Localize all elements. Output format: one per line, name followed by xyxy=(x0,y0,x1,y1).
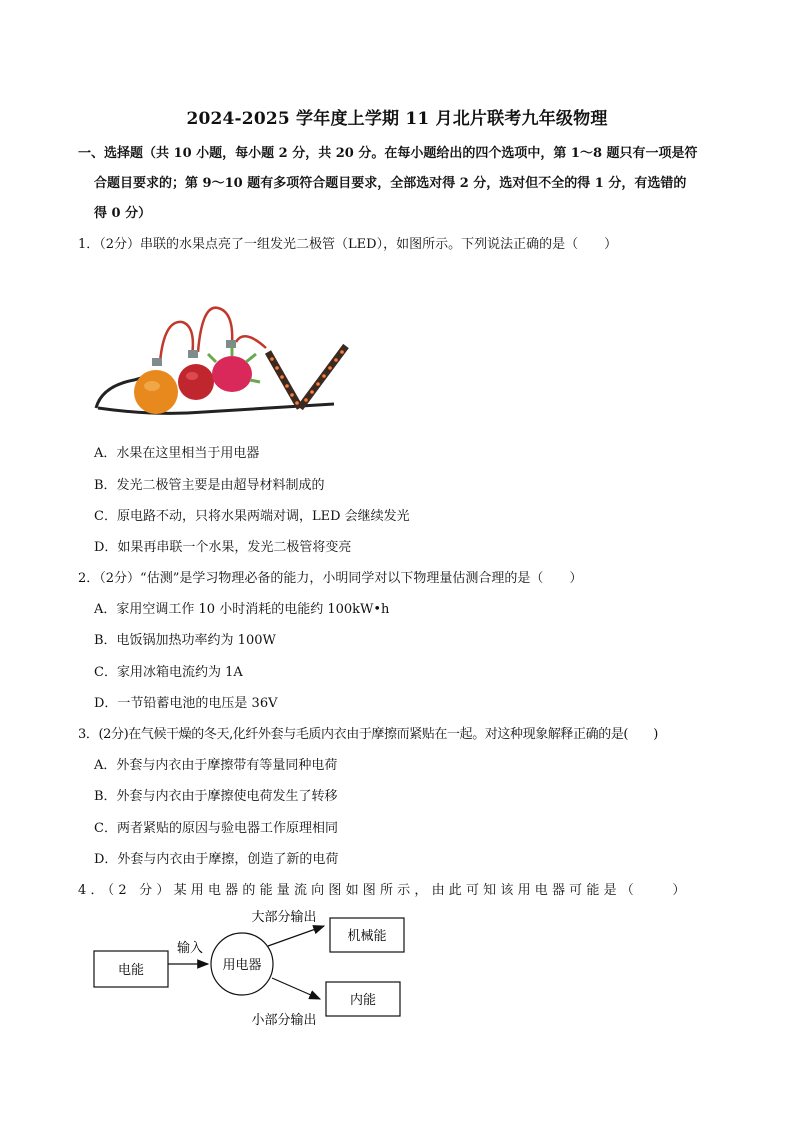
question-1-option-a: A．水果在这里相当于用电器 xyxy=(94,446,260,461)
orange-fruit xyxy=(134,370,178,414)
question-1-option-c: C．原电路不动，只将水果两端对调，LED 会继续发光 xyxy=(94,509,410,524)
fruit-battery-led-image xyxy=(94,300,356,422)
appliance-label: 用电器 xyxy=(222,958,262,973)
question-2-option-c: C．家用冰箱电流约为 1A xyxy=(94,665,243,680)
section-instructions-line2: 合题目要求的；第 9～10 题有多项符合题目要求，全部选对得 2 分，选对但不全的得 1 分，有选错的 xyxy=(94,176,687,191)
question-3-option-d: D．外套与内衣由于摩擦，创造了新的电荷 xyxy=(94,852,339,867)
question-2-stem: 2．（2分）“估测”是学习物理必备的能力，小明同学对以下物理量估测合理的是（ ） xyxy=(78,571,583,586)
input-label: 输入 xyxy=(176,941,204,956)
alligator-clip xyxy=(152,358,162,366)
red-wire-1 xyxy=(160,322,193,362)
major-output-label: 大部分输出 xyxy=(251,910,317,925)
mechanical-energy-label: 机械能 xyxy=(347,929,387,944)
red-wire-3 xyxy=(236,336,266,348)
alligator-clip xyxy=(188,350,198,358)
pomegranate-fruit xyxy=(178,364,214,400)
energy-flow-diagram xyxy=(0,900,794,1040)
question-4-stem: 4．（2 分）某用电器的能量流向图如图所示，由此可知该用电器可能是（ ） xyxy=(78,883,690,898)
question-1-stem: 1．（2分）串联的水果点亮了一组发光二极管（LED），如图所示。下列说法正确的是（ ） xyxy=(78,237,618,252)
question-3-option-c: C．两者紧贴的原因与验电器工作原理相同 xyxy=(94,821,338,836)
question-1-option-b: B．发光二极管主要是由超导材料制成的 xyxy=(94,478,325,493)
minor-output-label: 小部分输出 xyxy=(251,1013,317,1028)
question-2-option-d: D．一节铅蓄电池的电压是 36V xyxy=(94,696,278,711)
section-instructions-line3: 得 0 分） xyxy=(94,206,152,221)
question-3-option-b: B．外套与内衣由于摩擦使电荷发生了转移 xyxy=(94,789,338,804)
question-3-stem: 3．(2分)在气候干燥的冬天,化纤外套与毛质内衣由于摩擦而紧贴在一起。对这种现象解释正确的是( ) xyxy=(78,727,658,742)
question-3-option-a: A．外套与内衣由于摩擦带有等量同种电荷 xyxy=(94,758,338,773)
question-2-option-b: B．电饭锅加热功率约为 100W xyxy=(94,633,276,648)
page-title: 2024-2025 学年度上学期 11 月北片联考九年级物理 xyxy=(186,109,608,129)
electric-energy-label: 电能 xyxy=(117,963,145,978)
section-instructions-line1: 一、选择题（共 10 小题，每小题 2 分，共 20 分。在每小题给出的四个选项中，第 1～8 题只有一项是符 xyxy=(78,146,698,161)
question-2-option-a: A．家用空调工作 10 小时消耗的电能约 100kW•h xyxy=(94,602,390,617)
question-1-option-d: D．如果再串联一个水果，发光二极管将变亮 xyxy=(94,540,352,555)
major-output-arrow xyxy=(268,926,324,946)
minor-output-arrow xyxy=(272,978,320,999)
internal-energy-label: 内能 xyxy=(349,993,377,1008)
